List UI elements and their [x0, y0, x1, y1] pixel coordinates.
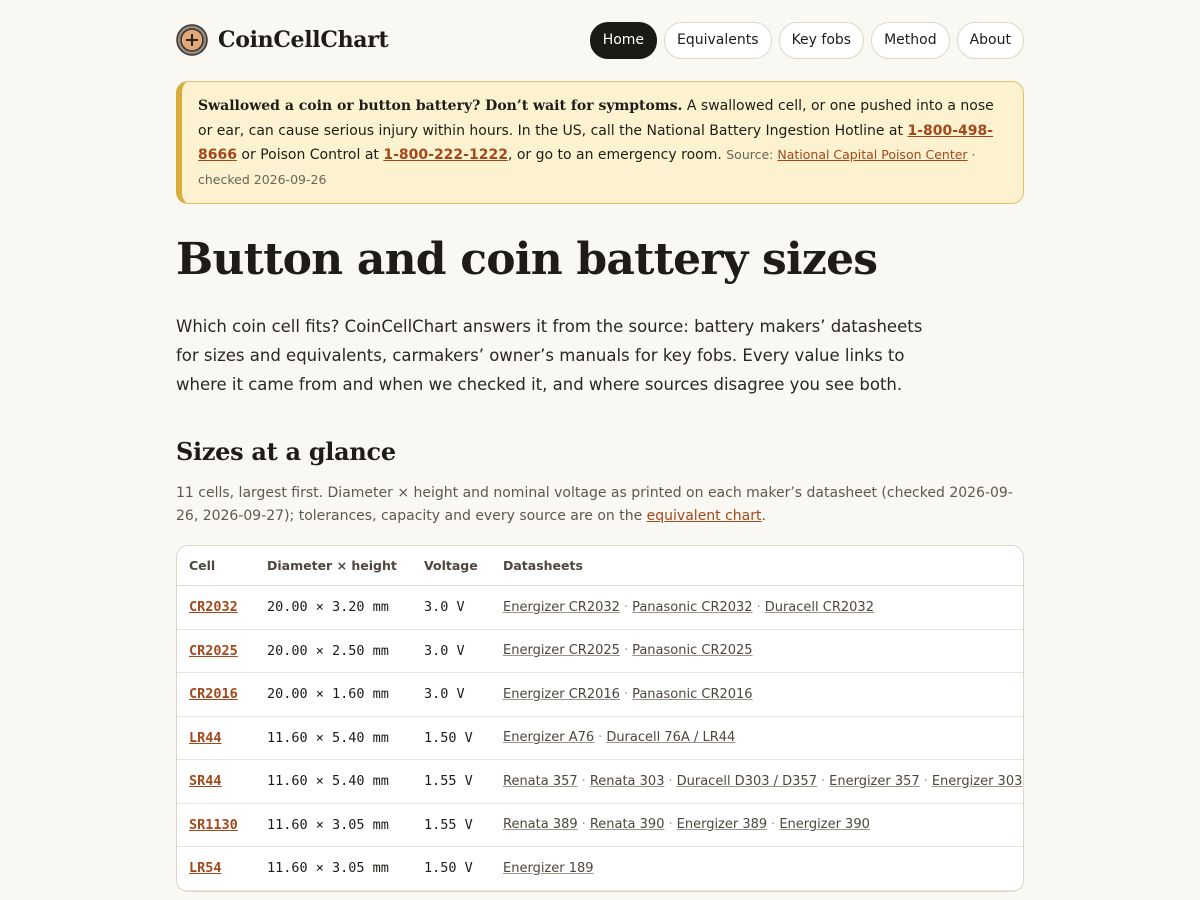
datasheet-link[interactable]: Duracell D303 / D357	[676, 773, 817, 789]
datasheet-link[interactable]: Panasonic CR2016	[632, 686, 753, 702]
cell-dimensions: 20.00 × 1.60 mm	[255, 673, 412, 717]
col-voltage: Voltage	[412, 546, 491, 586]
separator: ·	[756, 599, 761, 615]
page	[176, 0, 1024, 892]
poison-control-link[interactable]: 1-800-222-1222	[383, 147, 508, 163]
col-datasheets: Datasheets	[491, 546, 1023, 586]
datasheet-link[interactable]: Energizer CR2032	[503, 599, 620, 615]
cell-name	[177, 586, 255, 630]
cell-name	[177, 760, 255, 804]
nav-equivalents[interactable]: Equivalents	[664, 22, 772, 59]
separator: ·	[623, 686, 629, 702]
table-row	[177, 847, 1023, 891]
warning-text: A swallowed cell, or one pushed into a nose or ear, can cause serious injury within hours. In the US, call the National Battery Ingestion Hotline at	[198, 98, 994, 139]
warning-text-3: , or go to an emergency room.	[507, 147, 727, 163]
table-body	[177, 586, 1023, 891]
source-label: Source:	[726, 147, 778, 162]
separator: ·	[623, 599, 629, 615]
cell-datasheets	[491, 803, 1023, 847]
datasheet-link[interactable]: Renata 390	[589, 817, 665, 833]
cell-dimensions: 11.60 × 3.05 mm	[255, 803, 412, 847]
sizes-heading: Sizes at a glance	[176, 437, 396, 466]
cell-datasheets	[491, 716, 1023, 760]
datasheet-link[interactable]: Renata 303	[589, 773, 665, 789]
ingestion-warning	[176, 81, 1024, 204]
separator: ·	[581, 773, 586, 789]
cell-voltage: 3.0 V	[412, 586, 491, 630]
separator: ·	[771, 817, 776, 833]
datasheet-link[interactable]: Energizer 303	[931, 773, 1023, 789]
cell-voltage: 3.0 V	[412, 673, 491, 717]
cell-link[interactable]: CR2025	[189, 642, 238, 659]
cell-datasheets	[491, 673, 1023, 717]
page-title: Button and coin battery sizes	[176, 234, 878, 285]
warning-lead: Swallowed a coin or button battery? Don’t wait for symptoms.	[198, 98, 683, 114]
nav-method[interactable]: Method	[871, 22, 950, 59]
desc-text: 11 cells, largest first. Diameter × height and nominal voltage as printed on each maker’s datasheet (checked 2026-09-26, 2026-09-27); tolerances, capacity and every source are on the	[176, 485, 1013, 524]
cell-link[interactable]: SR44	[189, 773, 222, 790]
datasheet-link[interactable]: Renata 389	[503, 817, 578, 833]
separator: ·	[581, 817, 586, 833]
cell-datasheets	[491, 760, 1023, 804]
separator: ·	[923, 773, 928, 789]
hotline-link[interactable]: 1-800-498-8666	[198, 122, 994, 163]
desc-end: .	[761, 508, 766, 524]
brand[interactable]	[176, 24, 388, 56]
datasheet-link[interactable]: Energizer CR2025	[503, 643, 620, 659]
coin-cell-logo-icon	[176, 24, 208, 56]
cell-dimensions: 11.60 × 5.40 mm	[255, 716, 412, 760]
datasheet-link[interactable]: Energizer 389	[676, 817, 768, 833]
cell-dimensions: 20.00 × 3.20 mm	[255, 586, 412, 630]
table-row	[177, 716, 1023, 760]
datasheet-link[interactable]: Energizer A76	[503, 730, 595, 746]
cell-dimensions: 20.00 × 2.50 mm	[255, 629, 412, 673]
separator: ·	[668, 817, 673, 833]
datasheet-link[interactable]: Duracell CR2032	[764, 599, 874, 615]
sizes-description	[176, 482, 1024, 528]
cell-link[interactable]: CR2016	[189, 686, 238, 703]
cell-name	[177, 847, 255, 891]
datasheet-link[interactable]: Panasonic CR2032	[632, 599, 753, 615]
cell-datasheets	[491, 629, 1023, 673]
table-header-row	[177, 546, 1023, 586]
datasheet-link[interactable]: Panasonic CR2025	[632, 643, 753, 659]
cell-datasheets	[491, 586, 1023, 630]
nav-about[interactable]: About	[957, 22, 1024, 59]
brand-name: CoinCellChart	[218, 27, 389, 53]
intro-paragraph: Which coin cell fits? CoinCellChart answers it from the source: battery makers’ datasheets for sizes and equivalents, carmakers’ owner’s manuals for key fobs. Every value links to where it came from and when we checked it, and where sources disagree you see both.	[176, 317, 923, 394]
table-row	[177, 760, 1023, 804]
datasheet-link[interactable]: Energizer CR2016	[503, 686, 620, 702]
cell-name	[177, 673, 255, 717]
separator: ·	[820, 773, 826, 789]
cell-voltage: 1.50 V	[412, 716, 491, 760]
equivalent-chart-link[interactable]: equivalent chart	[646, 508, 762, 524]
table-row	[177, 586, 1023, 630]
cell-voltage: 3.0 V	[412, 629, 491, 673]
site-header	[176, 0, 1024, 80]
datasheet-link[interactable]: Energizer 357	[829, 773, 920, 789]
cell-link[interactable]: LR54	[189, 860, 222, 877]
sizes-table	[176, 545, 1024, 892]
separator: ·	[598, 730, 603, 746]
table-row	[177, 673, 1023, 717]
cell-voltage: 1.55 V	[412, 760, 491, 804]
col-cell: Cell	[177, 546, 255, 586]
cell-voltage: 1.55 V	[412, 803, 491, 847]
main-nav	[590, 22, 1024, 59]
separator: ·	[668, 773, 673, 789]
datasheet-link[interactable]: Duracell 76A / LR44	[606, 730, 736, 746]
datasheet-link[interactable]: Energizer 390	[779, 817, 870, 833]
nav-home[interactable]: Home	[590, 22, 657, 59]
cell-datasheets	[491, 847, 1023, 891]
cell-link[interactable]: CR2032	[189, 599, 238, 616]
cell-link[interactable]: SR1130	[189, 816, 238, 833]
source-link[interactable]: National Capital Poison Center	[777, 147, 968, 162]
separator: ·	[623, 643, 629, 659]
cell-dimensions: 11.60 × 5.40 mm	[255, 760, 412, 804]
table-row	[177, 629, 1023, 673]
datasheet-link[interactable]: Energizer 189	[503, 860, 594, 876]
datasheet-link[interactable]: Renata 357	[503, 773, 578, 789]
cell-dimensions: 11.60 × 3.05 mm	[255, 847, 412, 891]
checked-date: · checked 2026-09-26	[198, 147, 976, 187]
cell-name	[177, 629, 255, 673]
table-row	[177, 803, 1023, 847]
nav-key-fobs[interactable]: Key fobs	[779, 22, 865, 59]
cell-link[interactable]: LR44	[189, 729, 222, 746]
cell-name	[177, 803, 255, 847]
cell-voltage: 1.50 V	[412, 847, 491, 891]
warning-text-2: or Poison Control at	[236, 147, 384, 163]
cell-name	[177, 716, 255, 760]
col-dimensions: Diameter × height	[255, 546, 412, 586]
